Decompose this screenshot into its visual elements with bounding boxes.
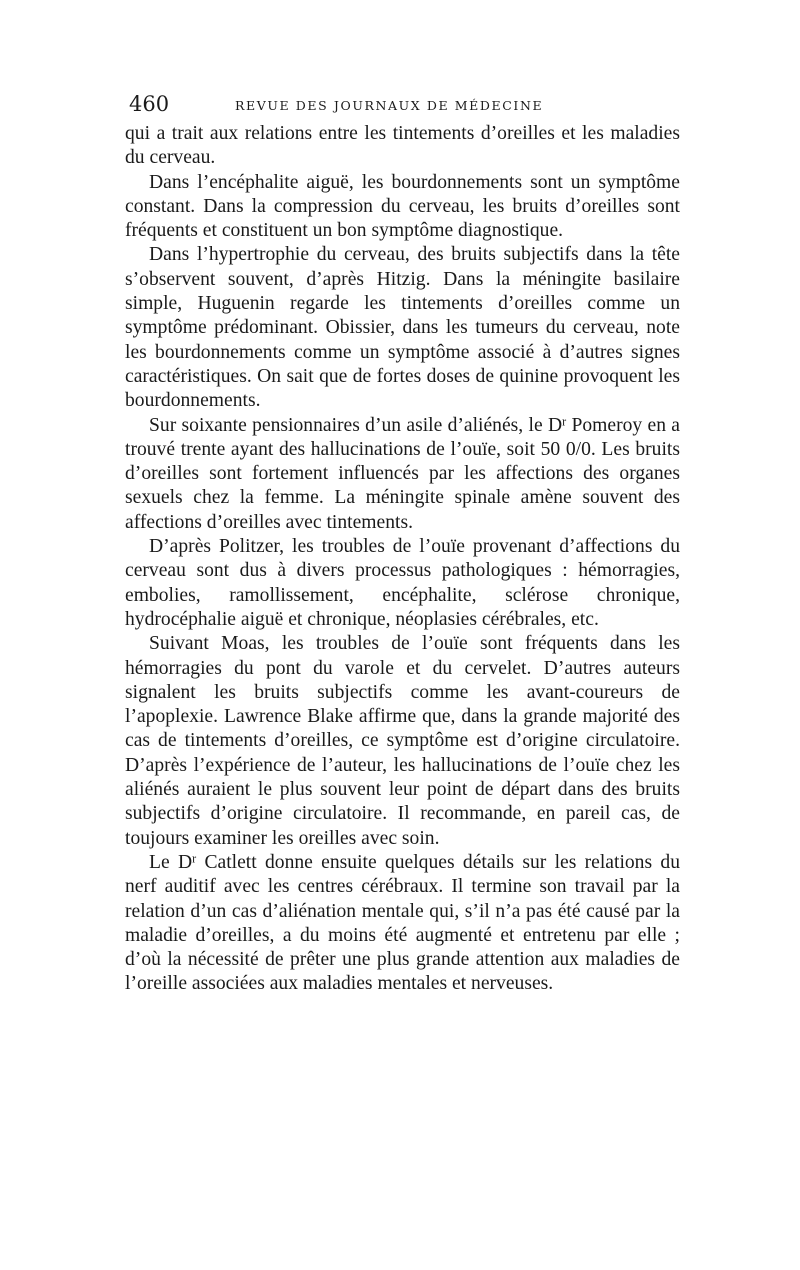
- paragraph-hypertrophie: Dans l’hypertrophie du cerveau, des bruits subjectifs dans la tête s’observent souvent, d’après Hitzig. Dans la méningite basilaire simple, Huguenin regarde les tintements d’oreilles comme un symptôme prédominant. Obissier, dans les tumeurs du cerveau, note les bourdonnements comme un symptôme associé à d’autres signes caractéristiques. On sait que de fortes doses de quinine provoquent les bourdonnements.: [125, 244, 680, 412]
- paragraph-moas: Suivant Moas, les troubles de l’ouïe sont fréquents dans les hémorragies du pont du varole et du cervelet. D’autres auteurs signalent les bruits subjectifs comme les avant-coureurs de l’apoplexie. Lawrence Blake affirme que, dans la grande majorité des cas de tintements d’oreilles, ce symptôme est d’origine circulatoire. D’après l’expérience de l’auteur, les hallucinations de l’ouïe chez les aliénés auraient le plus souvent leur point de départ dans des bruits subjectifs d’origine circulatoire. Il recommande, en pareil cas, de toujours examiner les oreilles avec soin.: [125, 633, 680, 849]
- superscript: r: [562, 414, 567, 429]
- paragraph-pomeroy: [125, 414, 680, 535]
- paragraph-text: Sur soixante pensionnaires d’un asile d’aliénés, le D: [149, 414, 563, 436]
- body-text: [125, 122, 680, 997]
- paragraph-catlett: [125, 851, 680, 997]
- page-number: 460: [129, 92, 170, 116]
- book-page: [125, 92, 680, 997]
- superscript: r: [192, 851, 197, 866]
- journal-title: REVUE DES JOURNAUX DE MÉDECINE: [235, 98, 544, 113]
- paragraph-politzer: D’après Politzer, les troubles de l’ouïe provenant d’affections du cerveau sont dus à divers processus pathologiques : hémorragies, embolies, ramollissement, encéphalite, sclérose chronique, hydrocéphalie aiguë et chronique, néoplasies cérébrales, etc.: [125, 536, 680, 630]
- paragraph-text: Pomeroy en a trouvé trente ayant des hallucinations de l’ouïe, soit 50 0/0. Les bruits d’oreilles sont fortement influencés par les affections des organes sexuels chez la femme. La méningite spinale amène souvent des affections d’oreilles avec tintements.: [125, 414, 681, 533]
- paragraph-encephalite: Dans l’encéphalite aiguë, les bourdonnements sont un symptôme constant. Dans la compression du cerveau, les bruits d’oreilles sont fréquents et constituent un bon symptôme diagnostique.: [125, 171, 680, 242]
- running-head: [125, 92, 680, 122]
- paragraph-continuation: qui a trait aux relations entre les tintements d’oreilles et les maladies du cerveau.: [125, 123, 680, 169]
- paragraph-text: Catlett donne ensuite quelques détails sur les relations du nerf auditif avec les centres cérébraux. Il termine son travail par la relation d’un cas d’aliénation mentale qui, s’il n’a pas été causé par la maladie d’oreilles, a du moins été augmenté et entretenu par elle ; d’où la nécessité de prêter une plus grande attention aux maladies de l’oreille associées aux maladies mentales et nerveuses.: [125, 851, 680, 995]
- paragraph-text: Le D: [149, 851, 193, 873]
